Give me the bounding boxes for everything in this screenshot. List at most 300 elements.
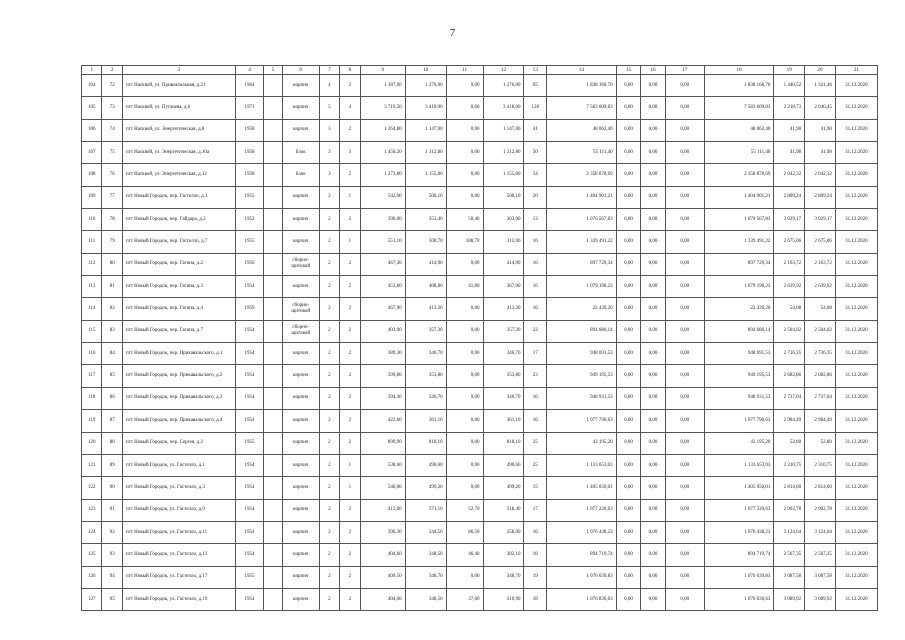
table-cell-year: 1954	[235, 588, 264, 610]
table-cell-mat: сборно-щитовой	[282, 320, 319, 342]
table-cell-p2: 3 089,92	[805, 588, 836, 610]
table-cell-date: 31.12.2020	[835, 97, 877, 119]
table-cell-b: 500,70	[405, 231, 446, 253]
table-cell-b: 3 418,00	[405, 97, 446, 119]
table-cell-date: 31.12.2020	[835, 253, 877, 275]
table-cell-p1: 1 440,52	[774, 75, 805, 97]
table-cell-id: 80	[102, 253, 122, 275]
table-cell-c: 0,00	[446, 298, 483, 320]
table-cell-ent: 2	[340, 499, 360, 521]
table-cell-addr: пгт Новый Городок, пер. Прикавальского, д.3	[122, 387, 235, 409]
table-cell-cost: 897 729,34	[547, 253, 617, 275]
column-header: 6	[282, 66, 319, 75]
table-cell-z3: 0,00	[665, 276, 704, 298]
table-cell-date: 31.12.2020	[835, 410, 877, 432]
table-cell-n: 122	[82, 477, 102, 499]
table-cell-addr: пгт Новый Городок, ул. Гастелло, д.13	[122, 544, 235, 566]
table-cell-n: 111	[82, 231, 102, 253]
table-cell-p1: 3 087,58	[774, 566, 805, 588]
table-row	[82, 432, 878, 454]
table-cell-ent: 1	[340, 477, 360, 499]
table-cell-year: 1958	[235, 142, 264, 164]
table-row	[82, 253, 878, 275]
table-cell-z1: 0,00	[616, 365, 641, 387]
table-cell-b: 348,50	[405, 588, 446, 610]
table-cell-cost: 948 931,53	[547, 387, 617, 409]
table-cell-c5	[264, 209, 282, 231]
table-cell-mat: кирпич	[282, 588, 319, 610]
table-row	[82, 186, 878, 208]
table-cell-p2: 54,08	[805, 298, 836, 320]
table-cell-c5	[264, 298, 282, 320]
table-cell-z2: 0,00	[641, 410, 666, 432]
table-cell-p1: 2 984,49	[774, 410, 805, 432]
table-cell-tot: 1 405 050,01	[704, 477, 774, 499]
table-cell-n: 120	[82, 432, 102, 454]
table-cell-b: 353,80	[405, 365, 446, 387]
table-cell-mat: кирпич	[282, 477, 319, 499]
table-cell-id: 95	[102, 588, 122, 610]
table-cell-z1: 0,00	[616, 164, 641, 186]
table-cell-d: 500,10	[483, 186, 524, 208]
table-cell-ent: 2	[340, 119, 360, 141]
table-cell-n: 127	[82, 588, 102, 610]
column-header: 8	[340, 66, 360, 75]
table-cell-res: 50	[524, 142, 547, 164]
column-header: 10	[405, 66, 446, 75]
table-cell-p2: 2 682,86	[805, 365, 836, 387]
table-cell-fl: 2	[319, 253, 339, 275]
table-cell-p1: 2 218,73	[774, 97, 805, 119]
table-cell-p2: 2 042,32	[805, 164, 836, 186]
table-cell-c: 46,40	[446, 544, 483, 566]
table-cell-id: 87	[102, 410, 122, 432]
table-cell-c: 0,00	[446, 164, 483, 186]
table-cell-p1: 41,98	[774, 142, 805, 164]
table-cell-p2: 2 675,06	[805, 231, 836, 253]
table-cell-z3: 0,00	[665, 253, 704, 275]
table-cell-p2: 2 639,92	[805, 276, 836, 298]
table-cell-year: 1954	[235, 410, 264, 432]
table-cell-p2: 1 321,46	[805, 75, 836, 97]
table-cell-z2: 0,00	[641, 320, 666, 342]
table-cell-z2: 0,00	[641, 343, 666, 365]
table-cell-z1: 0,00	[616, 97, 641, 119]
table-cell-date: 31.12.2020	[835, 164, 877, 186]
table-cell-tot: 1 079 198,23	[704, 276, 774, 298]
table-cell-c5	[264, 499, 282, 521]
table-cell-ent: 2	[340, 320, 360, 342]
table-cell-ent: 2	[340, 253, 360, 275]
table-cell-ent: 2	[340, 75, 360, 97]
table-cell-c: 0,00	[446, 365, 483, 387]
table-cell-date: 31.12.2020	[835, 320, 877, 342]
table-cell-z2: 0,00	[641, 253, 666, 275]
table-cell-z1: 0,00	[616, 343, 641, 365]
table-cell-z2: 0,00	[641, 142, 666, 164]
table-cell-z3: 0,00	[665, 544, 704, 566]
table-cell-z3: 0,00	[665, 343, 704, 365]
table-cell-z3: 0,00	[665, 231, 704, 253]
table-cell-c: 37,60	[446, 588, 483, 610]
table-cell-date: 31.12.2020	[835, 387, 877, 409]
table-cell-c5	[264, 544, 282, 566]
table-cell-fl: 2	[319, 521, 339, 543]
table-cell-p1: 2 567,35	[774, 544, 805, 566]
table-cell-p2: 2 984,49	[805, 410, 836, 432]
table-cell-p2: 2 814,60	[805, 477, 836, 499]
table-cell-b: 1 312,80	[405, 142, 446, 164]
table-cell-ent: 2	[340, 298, 360, 320]
table-cell-d: 1 312,80	[483, 142, 524, 164]
table-cell-z3: 0,00	[665, 499, 704, 521]
table-cell-n: 126	[82, 566, 102, 588]
table-cell-n: 109	[82, 186, 102, 208]
table-cell-cost: 949 195,53	[547, 365, 617, 387]
table-cell-n: 125	[82, 544, 102, 566]
table-cell-tot: 1 076 438,23	[704, 521, 774, 543]
table-cell-z1: 0,00	[616, 186, 641, 208]
table-cell-a: 399,80	[360, 365, 405, 387]
table-cell-z2: 0,00	[641, 119, 666, 141]
table-cell-p1: 2 737,04	[774, 387, 805, 409]
column-header: 14	[547, 66, 617, 75]
table-cell-z1: 0,00	[616, 477, 641, 499]
table-cell-c5	[264, 186, 282, 208]
table-cell-b: 348,50	[405, 544, 446, 566]
table-cell-d: 367,00	[483, 276, 524, 298]
table-cell-a: 404,60	[360, 544, 405, 566]
table-cell-c5	[264, 521, 282, 543]
table-cell-res: 41	[524, 119, 547, 141]
table-cell-addr: пгт Новый Городок, ул. Гастелло, д.11	[122, 521, 235, 543]
table-cell-p1: 41,90	[774, 119, 805, 141]
table-cell-z3: 0,00	[665, 75, 704, 97]
table-cell-a: 394,30	[360, 387, 405, 409]
table-cell-id: 75	[102, 142, 122, 164]
table-cell-d: 490,60	[483, 454, 524, 476]
table-cell-b: 818,10	[405, 432, 446, 454]
table-cell-d: 302,10	[483, 544, 524, 566]
table-cell-d: 310,90	[483, 588, 524, 610]
table-cell-p2: 2 163,72	[805, 253, 836, 275]
table-cell-p1: 3 029,17	[774, 209, 805, 231]
table-cell-p2: 3 087,58	[805, 566, 836, 588]
table-cell-n: 112	[82, 253, 102, 275]
table-cell-p2: 2 902,78	[805, 499, 836, 521]
table-cell-b: 346,70	[405, 387, 446, 409]
table-cell-id: 92	[102, 521, 122, 543]
table-cell-cost: 2 358 878,69	[547, 164, 617, 186]
table-cell-c5	[264, 276, 282, 298]
table-cell-ent: 1	[340, 454, 360, 476]
table-cell-n: 118	[82, 387, 102, 409]
table-cell-res: 18	[524, 544, 547, 566]
table-cell-c: 0,00	[446, 432, 483, 454]
table-cell-res: 16	[524, 276, 547, 298]
table-cell-ent: 2	[340, 432, 360, 454]
table-cell-res: 17	[524, 343, 547, 365]
table-cell-d: 413,30	[483, 298, 524, 320]
table-cell-c5	[264, 454, 282, 476]
table-cell-tot: 894 686,14	[704, 320, 774, 342]
table-cell-a: 396,30	[360, 521, 405, 543]
table-cell-p1: 2 310,75	[774, 454, 805, 476]
table-row	[82, 566, 878, 588]
table-cell-res: 16	[524, 298, 547, 320]
table-cell-c5	[264, 119, 282, 141]
table-cell-a: 1 450,20	[360, 142, 405, 164]
table-cell-z2: 0,00	[641, 97, 666, 119]
table-cell-d: 353,80	[483, 365, 524, 387]
table-cell-c: 0,00	[446, 97, 483, 119]
table-cell-cost: 48 062,40	[547, 119, 617, 141]
table-cell-addr: пгт Новый Городок, ул. Гастелло, д.19	[122, 588, 235, 610]
table-cell-d: 346,70	[483, 343, 524, 365]
table-cell-year: 1956	[235, 253, 264, 275]
table-cell-addr: пгт Новый Городок, пер. Гагина, д.2	[122, 253, 235, 275]
table-cell-c5	[264, 365, 282, 387]
table-cell-p2: 2 567,35	[805, 544, 836, 566]
table-cell-date: 31.12.2020	[835, 142, 877, 164]
table-cell-n: 113	[82, 276, 102, 298]
table-cell-date: 31.12.2020	[835, 499, 877, 521]
table-cell-p2: 3 124,64	[805, 521, 836, 543]
table-cell-fl: 3	[319, 164, 339, 186]
table-cell-mat: блок	[282, 142, 319, 164]
table-cell-z3: 0,00	[665, 298, 704, 320]
column-header: 19	[774, 66, 805, 75]
table-cell-b: 371,10	[405, 499, 446, 521]
table-cell-c: 0,00	[446, 566, 483, 588]
table-row	[82, 231, 878, 253]
table-cell-z3: 0,00	[665, 186, 704, 208]
table-cell-d: 348,70	[483, 566, 524, 588]
table-cell-p1: 2 902,78	[774, 499, 805, 521]
table-cell-d: 818,10	[483, 432, 524, 454]
table-row	[82, 298, 878, 320]
table-cell-n: 115	[82, 320, 102, 342]
table-cell-id: 90	[102, 477, 122, 499]
table-cell-b: 344,50	[405, 521, 446, 543]
table-cell-id: 76	[102, 164, 122, 186]
column-header: 1	[82, 66, 102, 75]
column-header: 7	[319, 66, 339, 75]
table-cell-z1: 0,00	[616, 231, 641, 253]
table-cell-b: 408,80	[405, 276, 446, 298]
table-cell-fl: 2	[319, 298, 339, 320]
table-cell-date: 31.12.2020	[835, 521, 877, 543]
table-cell-addr: пгт Насквой, ул. Энергетическая, д.12	[122, 164, 235, 186]
table-cell-c5	[264, 75, 282, 97]
table-cell-z1: 0,00	[616, 566, 641, 588]
table-cell-mat: блок	[282, 164, 319, 186]
table-cell-res: 25	[524, 432, 547, 454]
table-cell-fl: 2	[319, 276, 339, 298]
table-cell-fl: 2	[319, 186, 339, 208]
table-row	[82, 544, 878, 566]
table-cell-d: 303,00	[483, 209, 524, 231]
table-cell-p2: 2 736,35	[805, 343, 836, 365]
column-header: 4	[235, 66, 264, 75]
column-header: 16	[641, 66, 666, 75]
table-cell-c5	[264, 253, 282, 275]
table-cell-mat: кирпич	[282, 75, 319, 97]
page-number: 7	[449, 27, 456, 39]
table-cell-a: 1 387,00	[360, 75, 405, 97]
table-cell-p2: 41,98	[805, 142, 836, 164]
table-cell-c: 52,70	[446, 499, 483, 521]
table-cell-tot: 1 133 653,03	[704, 454, 774, 476]
table-cell-z1: 0,00	[616, 521, 641, 543]
table-cell-z1: 0,00	[616, 253, 641, 275]
table-cell-year: 1954	[235, 365, 264, 387]
table-cell-mat: кирпич	[282, 499, 319, 521]
table-cell-addr: пгт Новый Городок, пер. Гастелло, д.1	[122, 186, 235, 208]
table-cell-cost: 948 691,53	[547, 343, 617, 365]
table-cell-mat: кирпич	[282, 521, 319, 543]
table-cell-ent: 1	[340, 231, 360, 253]
table-cell-year: 1952	[235, 209, 264, 231]
table-cell-ent: 2	[340, 410, 360, 432]
table-cell-res: 17	[524, 499, 547, 521]
table-cell-tot: 1 838 168,70	[704, 75, 774, 97]
table-cell-z3: 0,00	[665, 588, 704, 610]
table-cell-n: 123	[82, 499, 102, 521]
column-header: 13	[524, 66, 547, 75]
column-header: 9	[360, 66, 405, 75]
table-cell-mat: сборно-щитовой	[282, 253, 319, 275]
table-cell-tot: 22 439,20	[704, 298, 774, 320]
table-cell-z3: 0,00	[665, 142, 704, 164]
table-cell-z2: 0,00	[641, 387, 666, 409]
table-cell-c5	[264, 588, 282, 610]
table-cell-addr: пгт Новый Городок, пер. Прикавальского, д.4	[122, 410, 235, 432]
table-cell-c: 0,00	[446, 387, 483, 409]
table-cell-c5	[264, 343, 282, 365]
table-cell-z3: 0,00	[665, 521, 704, 543]
table-cell-p1: 2 675,06	[774, 231, 805, 253]
table-cell-z2: 0,00	[641, 432, 666, 454]
table-cell-fl: 2	[319, 320, 339, 342]
table-cell-a: 390,00	[360, 209, 405, 231]
table-cell-id: 89	[102, 454, 122, 476]
table-cell-tot: 7 583 609,83	[704, 97, 774, 119]
table-cell-cost: 7 583 609,83	[547, 97, 617, 119]
table-cell-fl: 5	[319, 97, 339, 119]
table-cell-c5	[264, 164, 282, 186]
table-cell-id: 79	[102, 231, 122, 253]
table-cell-c: 86,50	[446, 521, 483, 543]
table-cell-c: 0,00	[446, 454, 483, 476]
table-cell-tot: 55 111,40	[704, 142, 774, 164]
table-cell-date: 31.12.2020	[835, 75, 877, 97]
table-cell-mat: кирпич	[282, 97, 319, 119]
table-cell-date: 31.12.2020	[835, 432, 877, 454]
table-cell-id: 78	[102, 209, 122, 231]
table-cell-tot: 1 404 901,21	[704, 186, 774, 208]
table-cell-year: 1954	[235, 320, 264, 342]
table-cell-fl: 3	[319, 142, 339, 164]
table-cell-res: 16	[524, 521, 547, 543]
table-cell-addr: пгт Новый Городок, пер. Гайдара, д.2	[122, 209, 235, 231]
table-cell-d: 1 147,00	[483, 119, 524, 141]
table-cell-mat: кирпич	[282, 432, 319, 454]
table-cell-year: 1955	[235, 566, 264, 588]
table-cell-z3: 0,00	[665, 477, 704, 499]
table-cell-z2: 0,00	[641, 276, 666, 298]
table-cell-d: 258,00	[483, 521, 524, 543]
table-cell-z3: 0,00	[665, 566, 704, 588]
table-cell-z1: 0,00	[616, 432, 641, 454]
table-cell-tot: 948 691,53	[704, 343, 774, 365]
table-cell-n: 104	[82, 75, 102, 97]
table-cell-ent: 2	[340, 387, 360, 409]
table-cell-id: 88	[102, 432, 122, 454]
column-header: 15	[616, 66, 641, 75]
table-cell-fl: 2	[319, 454, 339, 476]
table-cell-a: 899,90	[360, 432, 405, 454]
table-cell-n: 121	[82, 454, 102, 476]
table-cell-addr: пгт Насквой, ул. Энергетическая, д.8	[122, 119, 235, 141]
table-cell-n: 106	[82, 119, 102, 141]
table-cell-addr: пгт Новый Городок, пер. Гагина, д.4	[122, 298, 235, 320]
table-cell-a: 1 273,80	[360, 164, 405, 186]
table-cell-date: 31.12.2020	[835, 365, 877, 387]
table-cell-n: 124	[82, 521, 102, 543]
table-row	[82, 387, 878, 409]
table-cell-date: 31.12.2020	[835, 477, 877, 499]
table-cell-res: 13	[524, 209, 547, 231]
table-cell-ent: 2	[340, 276, 360, 298]
table-cell-z2: 0,00	[641, 231, 666, 253]
table-cell-id: 94	[102, 566, 122, 588]
table-cell-a: 546,00	[360, 477, 405, 499]
table-cell-b: 346,70	[405, 343, 446, 365]
table-cell-id: 86	[102, 387, 122, 409]
table-cell-cost: 1 404 901,21	[547, 186, 617, 208]
table-cell-id: 72	[102, 75, 122, 97]
table-cell-date: 31.12.2020	[835, 209, 877, 231]
table-cell-date: 31.12.2020	[835, 343, 877, 365]
table-cell-ent: 4	[340, 97, 360, 119]
table-cell-p2: 41,90	[805, 119, 836, 141]
table-cell-n: 107	[82, 142, 102, 164]
table-cell-ent: 2	[340, 566, 360, 588]
table-cell-c: 0,00	[446, 119, 483, 141]
table-cell-addr: пгт Новый Городок, ул. Гастелло, д.1	[122, 454, 235, 476]
table-cell-z2: 0,00	[641, 521, 666, 543]
table-row	[82, 75, 878, 97]
table-cell-p1: 3 089,92	[774, 588, 805, 610]
table-cell-id: 93	[102, 544, 122, 566]
table-cell-z1: 0,00	[616, 454, 641, 476]
table-cell-id: 85	[102, 365, 122, 387]
table-cell-b: 490,60	[405, 454, 446, 476]
table-cell-c5	[264, 432, 282, 454]
table-cell-year: 1958	[235, 164, 264, 186]
table-cell-p1: 2 504,02	[774, 320, 805, 342]
table-cell-tot: 1 070 567,83	[704, 209, 774, 231]
table-cell-d: 361,10	[483, 410, 524, 432]
table-cell-id: 74	[102, 119, 122, 141]
table-cell-z3: 0,00	[665, 432, 704, 454]
table-cell-a: 403,90	[360, 320, 405, 342]
table-cell-tot: 2 358 878,69	[704, 164, 774, 186]
table-cell-c: 0,00	[446, 142, 483, 164]
table-cell-cost: 1 076 438,23	[547, 521, 617, 543]
table-cell-z1: 0,00	[616, 588, 641, 610]
